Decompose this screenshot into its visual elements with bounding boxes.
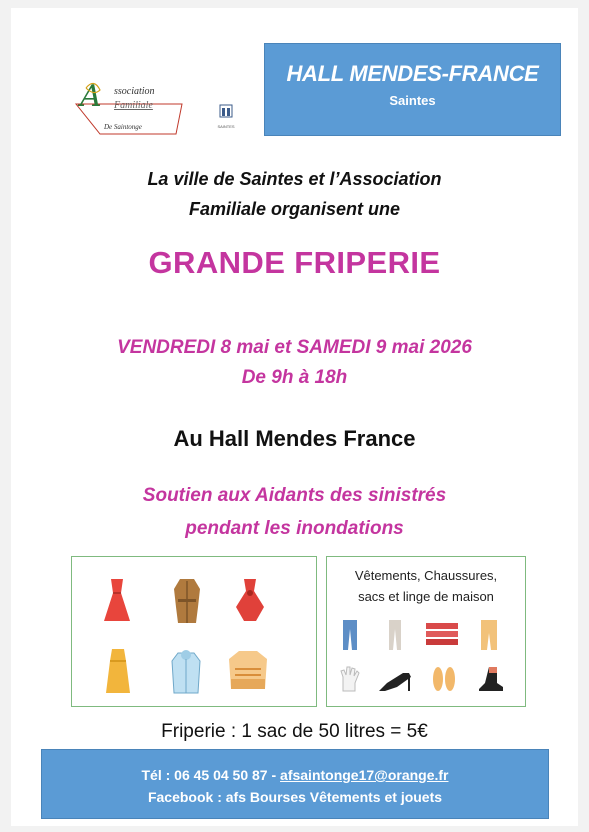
items-caption-line-1: Vêtements, Chaussures, [354,568,498,583]
clothes-illustration-box [71,556,317,707]
contact-email-link[interactable]: afsaintonge17@orange.fr [280,767,449,783]
logo-assoc-text: ssociation [114,86,155,97]
event-venue: Au Hall Mendes France [173,426,416,451]
slippers-icon [431,665,457,693]
brown-coat-icon [172,577,202,625]
items-box [326,556,526,707]
intro-text [0,164,589,224]
contact-box [41,749,549,819]
red-linen-stack-icon [425,621,459,647]
yellow-dress-icon [104,647,132,695]
event-headline: GRANDE FRIPERIE [148,245,441,280]
red-dress-icon [102,577,132,623]
contact-phone-line [42,764,548,786]
intro-line-2: Familiale organisent une [188,199,401,219]
logo-familiale-text: Familiale [114,100,153,111]
contact-phone: Tél : 06 45 04 50 87 - [141,767,281,783]
city-crest [216,104,236,130]
hall-header-box [264,43,561,136]
crest-label: SAINTES [217,124,235,129]
knit-sweater-icon [227,649,269,693]
svg-text:A: A [80,79,102,114]
red-party-dress-icon [234,577,266,623]
ankle-boot-icon [475,663,505,693]
association-logo [70,74,185,136]
city-crest-icon [219,104,233,118]
intro-line-1: La ville de Saintes et l’Association [147,169,442,189]
hall-subtitle: Saintes [389,93,436,108]
shorts-icon [479,619,499,651]
trousers-icon [387,619,403,651]
cause-line-2: pendant les inondations [185,518,404,539]
items-caption-line-2: sacs et linge de maison [358,589,494,604]
price-text: Friperie : 1 sac de 50 litres = 5€ [161,721,428,742]
white-glove-icon [339,665,361,693]
event-cause [0,479,589,545]
blue-jacket-icon [170,649,202,695]
cause-line-1: Soutien aux Aidants des sinistrés [142,485,447,506]
items-caption [327,565,525,607]
dates-line-1: VENDREDI 8 mai et SAMEDI 9 mai 2026 [117,337,472,358]
jeans-icon [341,619,359,651]
contact-facebook: Facebook : afs Bourses Vêtements et jouets [147,789,443,805]
event-dates [0,333,589,393]
dates-line-2: De 9h à 18h [241,367,348,388]
logo-subtitle-text: De Saintonge [104,123,142,131]
hall-title: HALL MENDES-FRANCE [286,61,539,86]
high-heel-icon [377,669,413,693]
